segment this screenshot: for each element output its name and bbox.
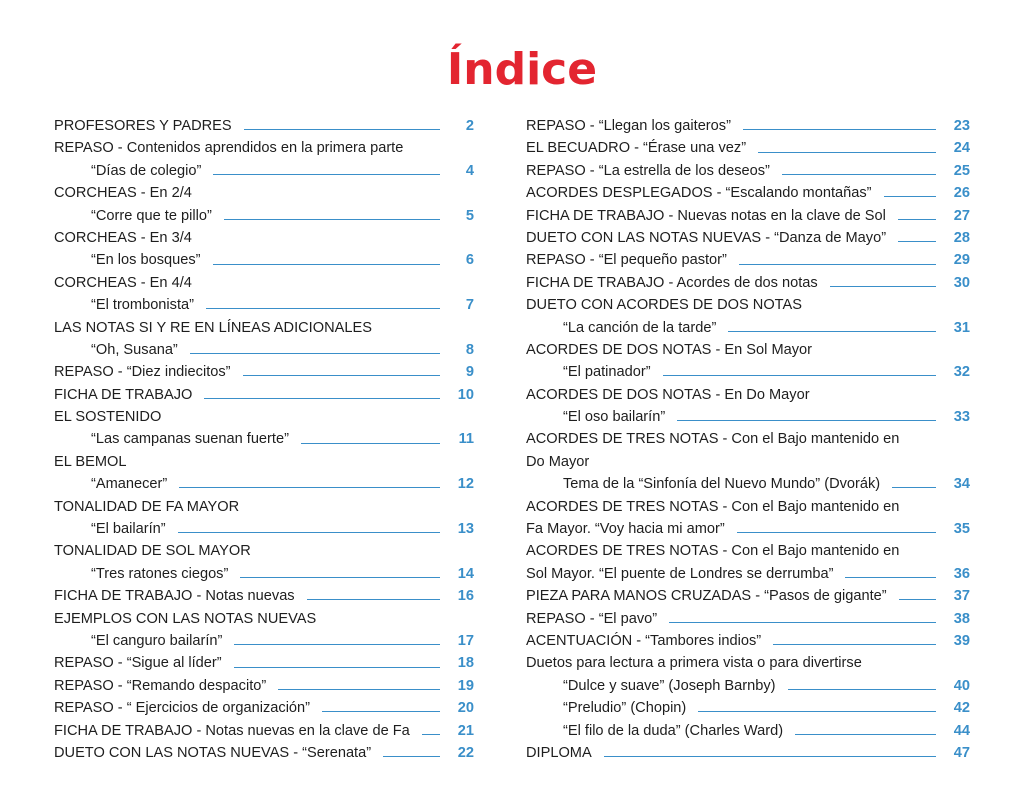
toc-page-number: 21	[457, 722, 474, 739]
toc-entry	[526, 361, 970, 383]
toc-entry-text: EL BEMOL	[54, 453, 127, 470]
toc-page-number: 25	[953, 162, 970, 179]
toc-entry	[54, 496, 474, 518]
leader-line	[892, 487, 936, 488]
toc-entry	[54, 608, 474, 630]
toc-entry	[54, 473, 474, 495]
toc-entry	[526, 496, 970, 518]
leader-line	[243, 375, 440, 376]
toc-page-number: 7	[465, 297, 474, 314]
toc-page-number: 2	[465, 118, 474, 134]
toc-entry-text: ACENTUACIÓN - “Tambores indios”	[526, 632, 762, 649]
leader-line	[795, 734, 936, 735]
toc-entry	[526, 742, 970, 764]
toc-entry	[526, 227, 970, 249]
leader-line	[240, 577, 440, 578]
toc-page-number: 34	[953, 476, 970, 493]
leader-line	[322, 711, 440, 712]
toc-entry-text: CORCHEAS - En 4/4	[54, 274, 192, 291]
toc-entry-text: FICHA DE TRABAJO - Nuevas notas en la clave de Sol	[526, 207, 886, 224]
leader-line	[307, 599, 440, 600]
toc-entry-text: “El bailarín”	[91, 521, 166, 538]
leader-line	[213, 264, 440, 265]
toc-right-column	[526, 115, 970, 764]
toc-entry	[526, 563, 970, 585]
leader-line	[788, 689, 936, 690]
leader-line	[898, 241, 936, 242]
toc-entry	[526, 205, 970, 227]
toc-entry	[54, 630, 474, 652]
leader-line	[422, 734, 440, 735]
toc-entry-text: “El trombonista”	[91, 297, 194, 314]
toc-entry	[526, 720, 970, 742]
toc-page-number: 20	[457, 700, 474, 717]
toc-entry-text: REPASO - “La estrella de los deseos”	[526, 162, 770, 179]
toc-entry-text: Do Mayor	[526, 453, 590, 470]
toc-entry-text: DUETO CON LAS NOTAS NUEVAS - “Danza de Mayo”	[526, 229, 887, 246]
toc-entry-text: ACORDES DE DOS NOTAS - En Sol Mayor	[526, 341, 812, 358]
toc-entry-text: “Las campanas suenan fuerte”	[91, 431, 289, 448]
leader-line	[301, 443, 440, 444]
toc-entry	[54, 361, 474, 383]
toc-entry	[54, 563, 474, 585]
toc-entry-text: TONALIDAD DE SOL MAYOR	[54, 543, 251, 560]
leader-line	[383, 756, 440, 757]
toc-entry-text: REPASO - “Diez indiecitos”	[54, 364, 231, 381]
toc-entry-text: EL BECUADRO - “Érase una vez”	[526, 140, 747, 157]
leader-line	[190, 353, 440, 354]
toc-entry-text: Duetos para lectura a primera vista o para divertirse	[526, 655, 862, 672]
leader-line	[178, 532, 440, 533]
toc-entry-text: REPASO - “Remando despacito”	[54, 677, 267, 694]
toc-entry	[526, 697, 970, 719]
toc-left-column	[54, 115, 474, 764]
toc-entry	[526, 585, 970, 607]
leader-line	[604, 756, 936, 757]
leader-line	[884, 196, 936, 197]
leader-line	[204, 398, 440, 399]
toc-entry	[526, 540, 970, 562]
toc-page-number: 8	[465, 341, 474, 358]
toc-entry-text: “Corre que te pillo”	[91, 207, 212, 224]
toc-entry	[54, 585, 474, 607]
toc-entry-text: REPASO - Contenidos aprendidos en la primera parte	[54, 140, 404, 157]
toc-page-number: 39	[953, 632, 970, 649]
toc-entry-text: PIEZA PARA MANOS CRUZADAS - “Pasos de gigante”	[526, 588, 887, 605]
toc-page-number: 13	[457, 521, 474, 538]
toc-entry	[526, 451, 970, 473]
leader-line	[782, 174, 936, 175]
leader-line	[677, 420, 936, 421]
toc-entry-text: REPASO - “El pequeño pastor”	[526, 252, 727, 269]
toc-page-number: 33	[953, 409, 970, 426]
toc-entry	[54, 317, 474, 339]
toc-page-number: 28	[953, 229, 970, 246]
toc-entry-text: “El canguro bailarín”	[91, 632, 223, 649]
leader-line	[758, 152, 936, 153]
leader-line	[728, 331, 936, 332]
toc-entry	[526, 406, 970, 428]
toc-page-number: 26	[953, 185, 970, 202]
toc-entry	[54, 205, 474, 227]
toc-page-number: 17	[457, 632, 474, 649]
leader-line	[663, 375, 936, 376]
toc-entry	[54, 227, 474, 249]
toc-entry	[526, 630, 970, 652]
toc-entry-text: CORCHEAS - En 3/4	[54, 229, 192, 246]
toc-entry-text: “Amanecer”	[91, 476, 168, 493]
toc-entry	[526, 137, 970, 159]
leader-line	[224, 219, 440, 220]
toc-entry	[526, 182, 970, 204]
toc-page-number: 11	[458, 431, 474, 448]
toc-entry	[526, 608, 970, 630]
toc-page-number: 32	[953, 364, 970, 381]
leader-line	[830, 286, 936, 287]
toc-entry-text: CORCHEAS - En 2/4	[54, 185, 192, 202]
toc-page-number: 23	[953, 118, 970, 134]
toc-entry	[54, 451, 474, 473]
toc-entry	[54, 249, 474, 271]
toc-entry	[54, 339, 474, 361]
toc-entry	[526, 652, 970, 674]
toc-entry-text: ACORDES DESPLEGADOS - “Escalando montañas”	[526, 185, 872, 202]
toc-entry-text: FICHA DE TRABAJO - Notas nuevas	[54, 588, 295, 605]
toc-page-number: 19	[457, 677, 474, 694]
toc-entry	[54, 675, 474, 697]
leader-line	[213, 174, 440, 175]
toc-entry	[526, 249, 970, 271]
toc-entry-text: Tema de la “Sinfonía del Nuevo Mundo” (Dvorák)	[563, 476, 881, 493]
leader-line	[278, 689, 440, 690]
toc-entry	[526, 272, 970, 294]
leader-line	[206, 308, 440, 309]
toc-entry-text: “Días de colegio”	[91, 162, 202, 179]
toc-entry	[526, 675, 970, 697]
toc-entry	[54, 697, 474, 719]
toc-page-number: 4	[465, 162, 474, 179]
toc-page-number: 29	[953, 252, 970, 269]
leader-line	[739, 264, 936, 265]
leader-line	[743, 129, 936, 130]
toc-page-number: 35	[953, 521, 970, 538]
toc-page-number: 31	[953, 319, 970, 336]
toc-page-number: 14	[457, 565, 474, 582]
toc-page-number: 38	[953, 610, 970, 627]
toc-entry-text: PROFESORES Y PADRES	[54, 118, 232, 134]
toc-page-number: 9	[465, 364, 474, 381]
toc-page-number: 12	[457, 476, 474, 493]
toc-page-number: 42	[953, 700, 970, 717]
leader-line	[845, 577, 936, 578]
toc-entry	[54, 272, 474, 294]
toc-entry	[526, 473, 970, 495]
toc-entry-text: “Dulce y suave” (Joseph Barnby)	[563, 677, 776, 694]
toc-entry-text: ACORDES DE TRES NOTAS - Con el Bajo mantenido en	[526, 431, 900, 448]
leader-line	[234, 644, 440, 645]
toc-entry-text: FICHA DE TRABAJO - Notas nuevas en la clave de Fa	[54, 722, 410, 739]
toc-entry-text: ACORDES DE DOS NOTAS - En Do Mayor	[526, 386, 810, 403]
toc-entry	[54, 428, 474, 450]
toc-entry	[54, 384, 474, 406]
toc-entry-text: ACORDES DE TRES NOTAS - Con el Bajo mantenido en	[526, 498, 900, 515]
toc-page-number: 5	[465, 207, 474, 224]
toc-page-number: 44	[953, 722, 970, 739]
toc-entry-text: “El filo de la duda” (Charles Ward)	[563, 722, 784, 739]
toc-entry	[526, 384, 970, 406]
toc-page-number: 37	[953, 588, 970, 605]
toc-entry	[526, 294, 970, 316]
toc-page-number: 16	[457, 588, 474, 605]
toc-entry	[54, 652, 474, 674]
toc-page-number: 18	[457, 655, 474, 672]
toc-entry	[54, 406, 474, 428]
toc-entry-text: DUETO CON LAS NOTAS NUEVAS - “Serenata”	[54, 744, 372, 761]
toc-entry-text: REPASO - “ Ejercicios de organización”	[54, 700, 311, 717]
toc-entry	[54, 115, 474, 137]
leader-line	[698, 711, 936, 712]
toc-entry-text: REPASO - “El pavo”	[526, 610, 658, 627]
toc-entry-text: “Oh, Susana”	[91, 341, 178, 358]
toc-page-number: 22	[457, 744, 474, 761]
toc-entry-text: “El patinador”	[563, 364, 651, 381]
toc-entry-text: ACORDES DE TRES NOTAS - Con el Bajo mantenido en	[526, 543, 900, 560]
toc-entry	[526, 160, 970, 182]
toc-page-number: 47	[953, 744, 970, 761]
leader-line	[669, 622, 936, 623]
leader-line	[737, 532, 936, 533]
toc-entry	[54, 742, 474, 764]
leader-line	[234, 667, 440, 668]
leader-line	[898, 219, 936, 220]
toc-entry-text: Sol Mayor. “El puente de Londres se derrumba”	[526, 565, 834, 582]
toc-entry-text: “El oso bailarín”	[563, 409, 666, 426]
toc-entry-text: “Tres ratones ciegos”	[91, 565, 229, 582]
toc-entry	[526, 339, 970, 361]
toc-entry-text: REPASO - “Sigue al líder”	[54, 655, 222, 672]
toc-entry	[54, 294, 474, 316]
leader-line	[244, 129, 440, 130]
toc-page-number: 10	[457, 386, 474, 403]
toc-entry-text: LAS NOTAS SI Y RE EN LÍNEAS ADICIONALES	[54, 319, 372, 336]
toc-entry-text: DIPLOMA	[526, 744, 592, 761]
toc-entry-text: EL SOSTENIDO	[54, 409, 162, 426]
toc-entry-text: “La canción de la tarde”	[563, 319, 717, 336]
toc-entry	[54, 518, 474, 540]
toc-entry-text: DUETO CON ACORDES DE DOS NOTAS	[526, 297, 802, 314]
toc-entry-text: TONALIDAD DE FA MAYOR	[54, 498, 240, 515]
toc-entry-text: Fa Mayor. “Voy hacia mi amor”	[526, 521, 725, 538]
toc-entry	[54, 160, 474, 182]
leader-line	[773, 644, 936, 645]
toc-entry-text: FICHA DE TRABAJO - Acordes de dos notas	[526, 274, 818, 291]
toc-page-number: 6	[465, 252, 474, 269]
toc-page-number: 24	[953, 140, 970, 157]
toc-entry	[54, 137, 474, 159]
toc-entry-text: “En los bosques”	[91, 252, 201, 269]
toc-entry	[526, 428, 970, 450]
toc-entry	[526, 518, 970, 540]
toc-page-number: 27	[953, 207, 970, 224]
toc-entry-text: FICHA DE TRABAJO	[54, 386, 193, 403]
toc-entry	[54, 182, 474, 204]
toc-entry	[526, 317, 970, 339]
toc-entry-text: REPASO - “Llegan los gaiteros”	[526, 118, 731, 134]
toc-page-number: 30	[953, 274, 970, 291]
leader-line	[179, 487, 440, 488]
toc-entry	[54, 540, 474, 562]
toc-entry-text: EJEMPLOS CON LAS NOTAS NUEVAS	[54, 610, 317, 627]
toc-entry	[54, 720, 474, 742]
leader-line	[899, 599, 936, 600]
page-title: Índice	[446, 44, 598, 95]
toc-page-number: 40	[953, 677, 970, 694]
toc-entry-text: “Preludio” (Chopin)	[563, 700, 687, 717]
toc-entry	[526, 115, 970, 137]
toc-page-number: 36	[953, 565, 970, 582]
